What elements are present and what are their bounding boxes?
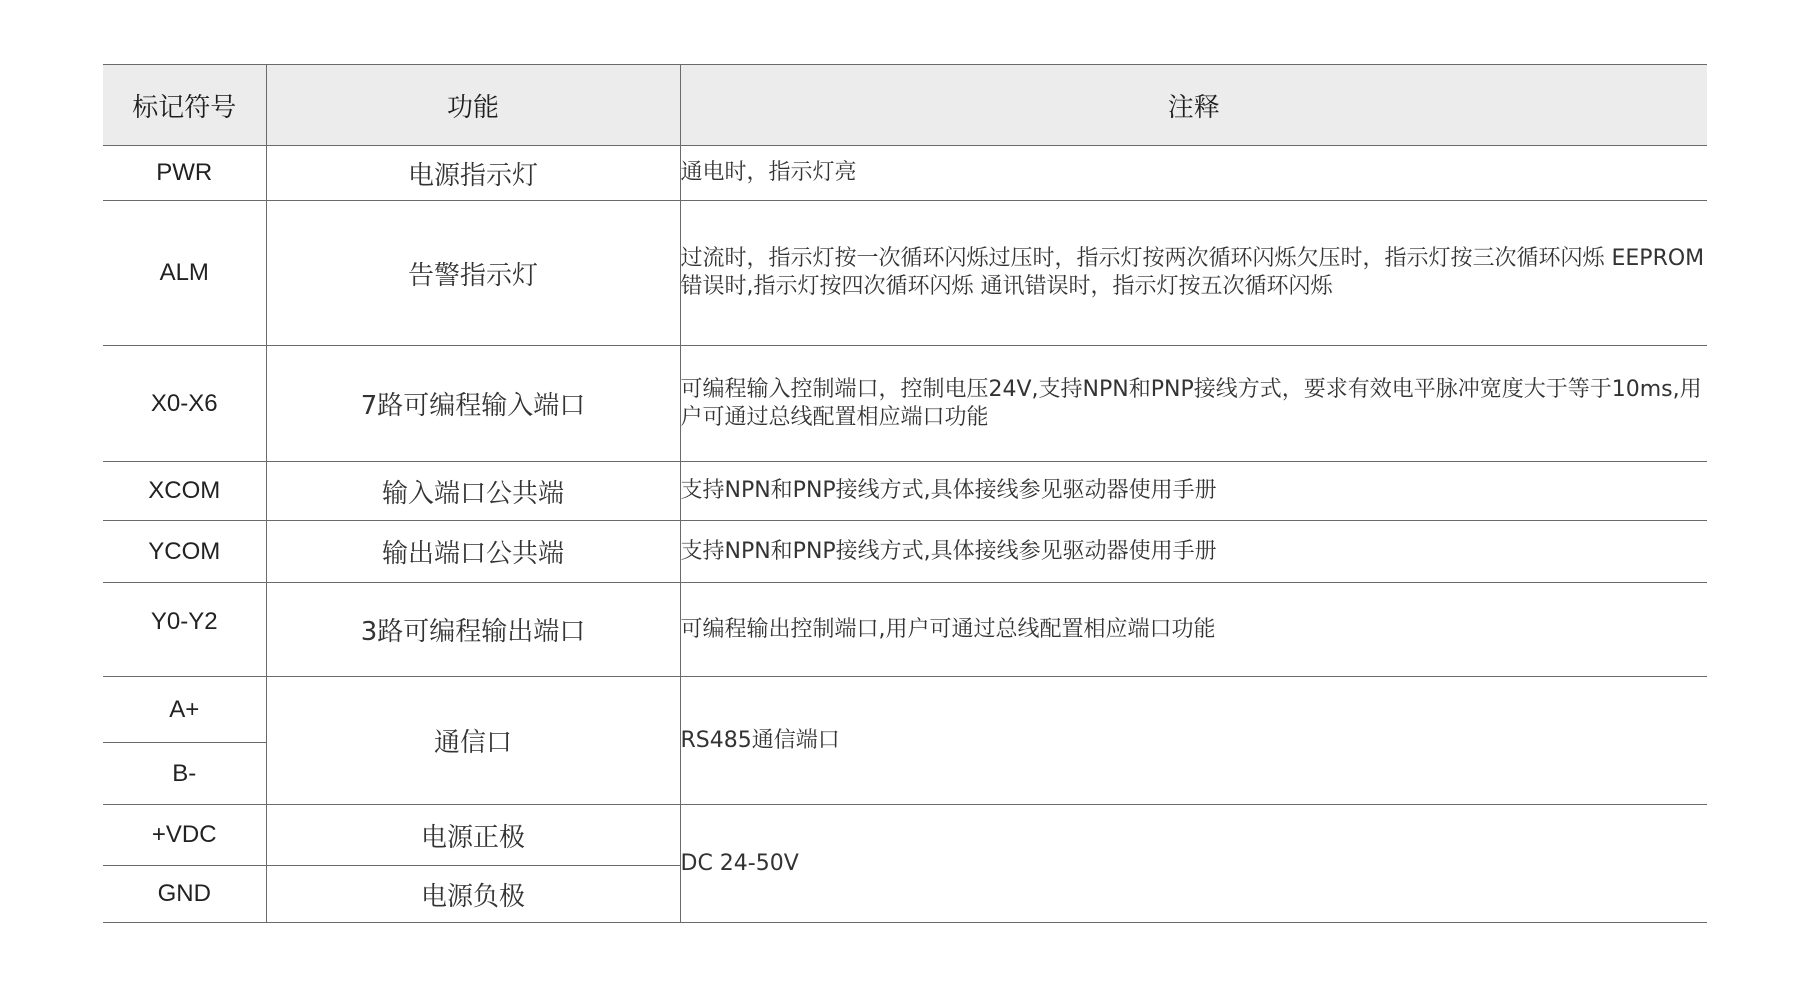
note-cell: 支持NPN和PNP接线方式,具体接线参见驱动器使用手册 [680,521,1707,583]
spec-table [103,64,1707,923]
header-row [103,65,1707,146]
note-cell: DC 24-50V [680,805,1707,923]
function-cell: 3路可编程输出端口 [266,583,680,677]
symbol-cell: YCOM [103,521,266,583]
function-cell: 电源指示灯 [266,146,680,201]
symbol-cell: A+ [103,677,266,743]
symbol-cell [103,583,266,677]
function-cell: 输入端口公共端 [266,462,680,521]
table-row [103,805,1707,866]
symbol-cell: GND [103,866,266,923]
header-note: 注释 [680,65,1707,146]
table-row [103,346,1707,462]
header-function: 功能 [266,65,680,146]
table-row [103,521,1707,583]
function-cell: 输出端口公共端 [266,521,680,583]
note-cell: 可编程输入控制端口，控制电压24V,支持NPN和PNP接线方式，要求有效电平脉冲宽度大于等于10ms,用户可通过总线配置相应端口功能 [680,346,1707,462]
note-cell: 支持NPN和PNP接线方式,具体接线参见驱动器使用手册 [680,462,1707,521]
symbol-cell: PWR [103,146,266,201]
function-cell: 电源正极 [266,805,680,866]
table-row [103,462,1707,521]
function-cell: 电源负极 [266,866,680,923]
symbol-cell: X0-X6 [103,346,266,462]
table-row [103,677,1707,743]
symbol-cell: +VDC [103,805,266,866]
note-cell: 通电时，指示灯亮 [680,146,1707,201]
table-row [103,146,1707,201]
note-cell: 可编程输出控制端口,用户可通过总线配置相应端口功能 [680,583,1707,677]
symbol-cell: XCOM [103,462,266,521]
symbol-cell: ALM [103,201,266,346]
symbol-text: Y0-Y2 [150,607,218,635]
note-cell: RS485通信端口 [680,677,1707,805]
function-cell: 通信口 [266,677,680,805]
header-symbol: 标记符号 [103,65,266,146]
symbol-cell: B- [103,743,266,805]
table-row [103,201,1707,346]
function-cell: 告警指示灯 [266,201,680,346]
table-row [103,583,1707,677]
function-cell: 7路可编程输入端口 [266,346,680,462]
table-header [103,65,1707,146]
note-cell: 过流时，指示灯按一次循环闪烁过压时，指示灯按两次循环闪烁欠压时，指示灯按三次循环闪烁 EEPROM错误时,指示灯按四次循环闪烁 通讯错误时，指示灯按五次循环闪烁 [680,201,1707,346]
table-body [103,146,1707,923]
